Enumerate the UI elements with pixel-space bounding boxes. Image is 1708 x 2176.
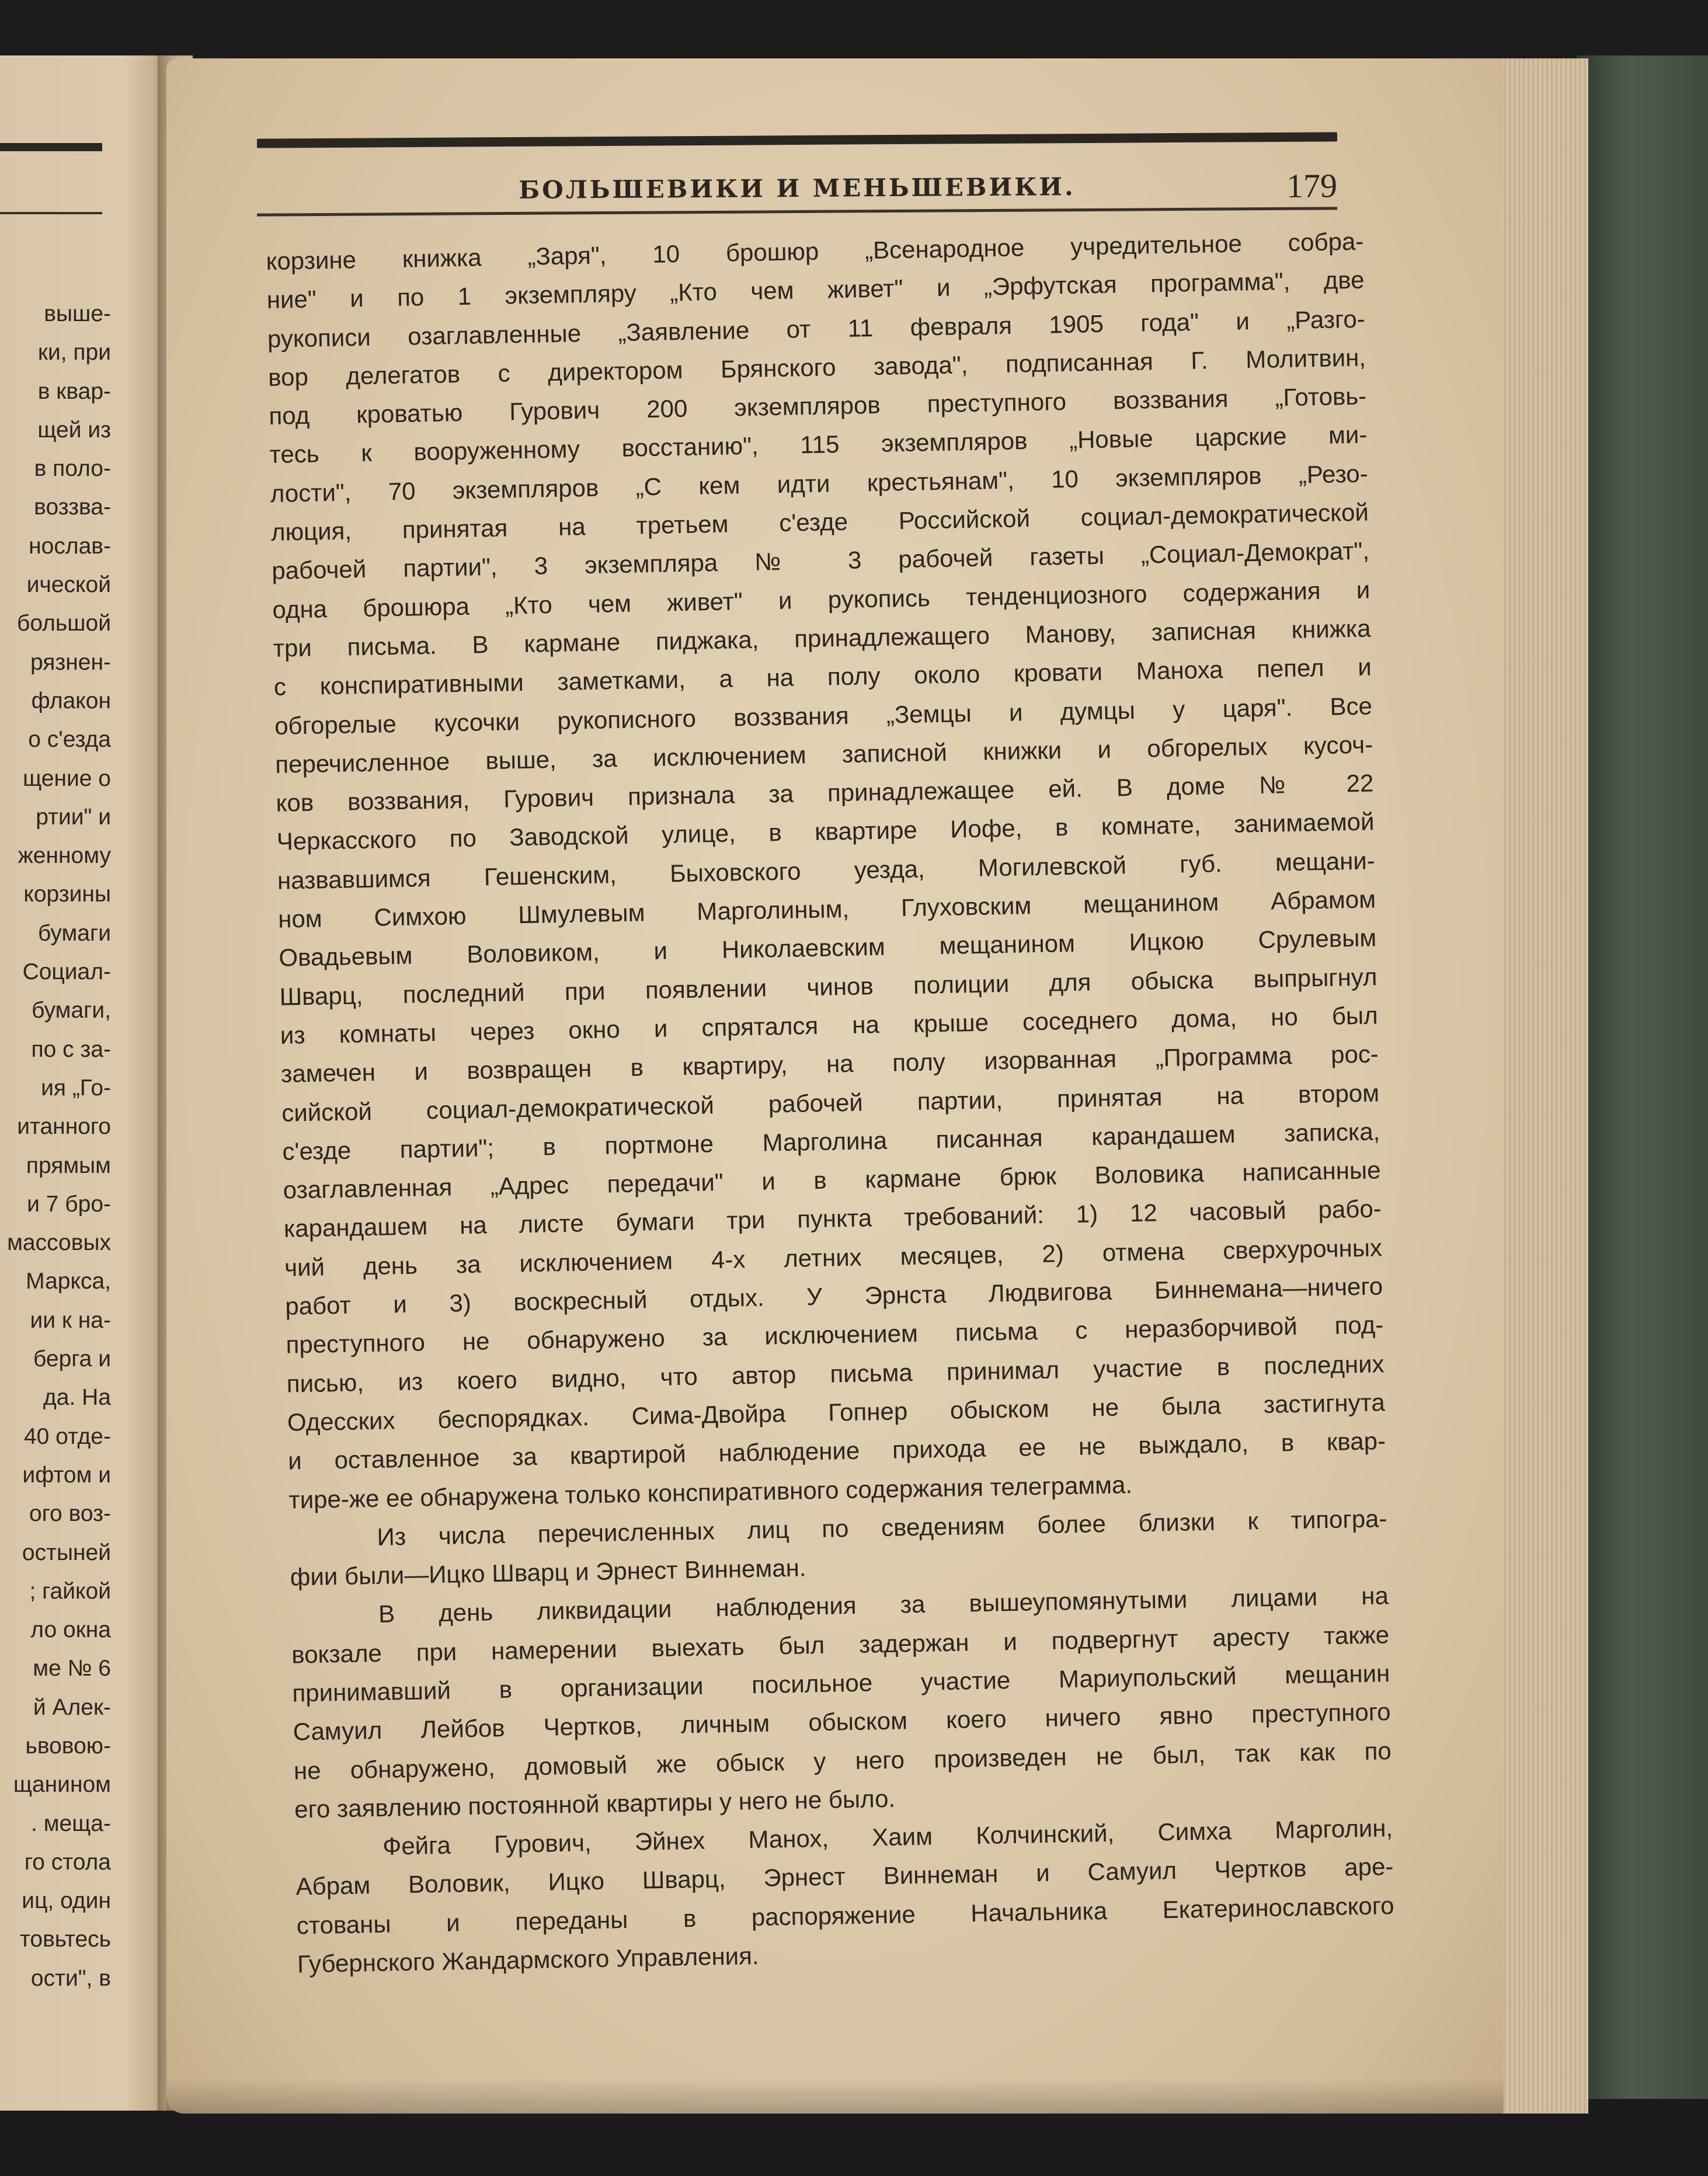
body-line: Абрам Воловик, Ицко Шварц, Эрнест Виннеман и Самуил Чертков аре- <box>295 1853 1394 1900</box>
left-page-line: 40 отде- <box>23 1423 111 1449</box>
left-page-line: бумаги, <box>32 998 111 1023</box>
body-line: с'езде партии"; в портмоне Марголина писанная карандашем записка, <box>282 1117 1380 1165</box>
body-line: рабочей партии", 3 экземпляра № 3 рабочей газеты „Социал-Демократ", <box>271 537 1370 585</box>
left-page-line: иц, один <box>22 1888 111 1914</box>
left-page-line: Социал- <box>22 959 111 985</box>
left-page-line: щей из <box>37 417 111 443</box>
left-page-line: нослав- <box>29 533 111 559</box>
left-page-line: женному <box>18 843 111 869</box>
body-text <box>266 222 1395 1984</box>
body-line: одна брошюра „Кто чем живет" и рукопись тенденциозного содержания и <box>272 576 1370 624</box>
left-page-line: ло окна <box>30 1617 111 1643</box>
left-page-line: ого воз- <box>29 1501 111 1527</box>
running-head <box>257 166 1337 213</box>
body-line: сийской социал-демократической рабочей партии, принятая на втором <box>281 1078 1380 1127</box>
left-page-line: да. На <box>43 1385 111 1411</box>
left-page-line: прямым <box>26 1153 111 1178</box>
left-page-line: по с за- <box>31 1036 111 1062</box>
body-line: карандашем на листе бумаги три пункта требований: 1) 12 часовый рабо- <box>283 1195 1382 1243</box>
body-line: стованы и переданы в распоряжение Начальника Екатеринославского <box>296 1891 1394 1940</box>
left-page-line: ки, при <box>37 340 111 365</box>
body-line: его заявлению постоянной квартиры у него не было. <box>294 1784 896 1823</box>
body-line: ном Симхою Шмулевым Марголиным, Глуховским мещанином Абрамом <box>277 885 1376 933</box>
left-page-line: й Алек- <box>33 1694 111 1720</box>
body-line: под кроватью Гурович 200 экземпляров преступного воззвания „Готовь- <box>269 382 1367 430</box>
book-cover-edge <box>1577 55 1708 2099</box>
body-line: писью, из коего видно, что автор письма принимал участие в последних <box>286 1349 1385 1398</box>
left-page-line: в поло- <box>34 456 111 482</box>
body-line: из комнаты через окно и спрятался на крыше соседнего дома, но был <box>280 1001 1379 1049</box>
body-line: преступного не обнаружено за исключением письма с неразборчивой под- <box>286 1311 1384 1359</box>
body-line: и оставленное за квартирой наблюдение прихода ее не выждало, в квар- <box>287 1427 1386 1475</box>
left-page-line: большой <box>16 611 111 636</box>
running-title: БОЛЬШЕВИКИ И МЕНЬШЕВИКИ. <box>519 172 1076 204</box>
left-page-line: выше- <box>44 301 111 326</box>
body-line: Овадьевым Воловиком, и Николаевским мещанином Ицкою Срулевым <box>279 924 1377 972</box>
left-page-line: щение о <box>23 765 111 791</box>
left-page-line: ртии" и <box>36 804 111 830</box>
left-page-line: берга и <box>33 1346 111 1372</box>
body-line: вор делегатов с директором Брянского завода", подписанная Г. Молитвин, <box>267 343 1366 391</box>
left-page-line: бумаги <box>37 920 111 946</box>
page-shadow <box>166 2078 1504 2114</box>
body-line: Губернского Жандармского Управления. <box>297 1942 759 1978</box>
body-line: Черкасского по Заводской улице, в квартире Иофе, в комнате, занимаемой <box>276 807 1375 856</box>
left-page-line: Маркса, <box>26 1269 111 1294</box>
body-line: работ и 3) воскресный отдых. У Эрнста Людвигова Биннемана—ничего <box>284 1272 1383 1320</box>
body-line: В день ликвидации наблюдения за вышеупомянутыми лицами на <box>378 1582 1389 1628</box>
left-page-line: ии к на- <box>30 1307 111 1333</box>
background-top <box>0 0 1708 55</box>
left-page-text <box>7 295 111 1998</box>
left-page-line: остыней <box>22 1540 111 1565</box>
body-line: ков воззвания, Гурович признала за принадлежащее ей. В доме № 22 <box>276 769 1374 817</box>
left-page-line: в квар- <box>37 378 111 404</box>
left-page-line: ме № 6 <box>33 1656 111 1681</box>
body-line: не обнаружено, домовый же обыск у него произведен не был, так как по <box>293 1736 1392 1785</box>
body-line: фии были—Ицко Шварц и Эрнест Виннеман. <box>290 1554 806 1591</box>
body-line: замечен и возвращен в квартиру, на полу изорванная „Программа рос- <box>280 1040 1379 1088</box>
left-header-thin-rule <box>0 212 102 214</box>
body-line: вокзале при намерении выехать был задержан и подвергнут аресту также <box>291 1620 1390 1669</box>
page-number: 179 <box>1286 166 1338 205</box>
body-line: принимавший в организации посильное участие Мариупольский мещанин <box>292 1659 1390 1707</box>
body-line: Из числа перечисленных лиц по сведениям более близки к типогра- <box>377 1504 1387 1551</box>
left-page-line: щанином <box>13 1772 111 1798</box>
body-line: Фейга Гурович, Эйнех Манох, Хаим Колчинский, Симха Марголин, <box>382 1814 1393 1860</box>
body-line: Самуил Лейбов Чертков, личным обыском коего ничего явно преступного <box>293 1698 1391 1746</box>
body-line: чий день за исключением 4-х летних месяцев, 2) отмена сверхурочных <box>284 1233 1383 1282</box>
left-page <box>0 55 166 2111</box>
body-line: Шварц, последний при появлении чинов полиции для обыска выпрыгнул <box>279 962 1377 1011</box>
left-page-line: . меща- <box>31 1811 111 1836</box>
left-page-line: воззва- <box>34 495 111 520</box>
left-page-line: итанного <box>17 1114 111 1140</box>
left-page-line: о с'езда <box>28 727 111 753</box>
left-page-line: флакон <box>31 688 111 713</box>
body-line: обгорелые кусочки рукописного воззвания „Земцы и думцы у царя". Все <box>274 691 1373 740</box>
left-page-line: товьтесь <box>19 1927 111 1952</box>
body-line: назвавшимся Гешенским, Быховского уезда, Могилевской губ. мещани- <box>277 847 1376 894</box>
body-line: ние" и по 1 экземпляру „Кто чем живет" и „Эрфутская программа", две <box>266 266 1365 314</box>
body-line: перечисленное выше, за исключением записной книжки и обгорелых кусоч- <box>274 730 1373 778</box>
left-page-line: рязнен- <box>30 649 111 675</box>
left-page-line: ьвовою- <box>25 1733 111 1759</box>
left-header-rule <box>0 143 102 151</box>
body-line: лости", 70 экземпляров „С кем идти крестьянам", 10 экземпляров „Резо- <box>270 459 1368 507</box>
body-line: три письма. В кармане пиджака, принадлежащего Манову, записная книжка <box>273 614 1371 662</box>
left-page-line: ия „Го- <box>41 1075 111 1101</box>
left-page-line: корзины <box>23 882 111 907</box>
body-line: люция, принятая на третьем с'езде Российской социал-демократической <box>270 498 1369 546</box>
left-page-line: го стола <box>24 1849 111 1875</box>
left-page-line: ости", в <box>30 1965 111 1991</box>
left-page-line: и 7 бро- <box>27 1191 111 1217</box>
left-page-line: массовых <box>7 1230 111 1256</box>
left-page-line: ической <box>26 572 111 598</box>
body-line: тесь к вооруженному восстанию", 115 экземпляров „Новые царские ми- <box>269 420 1368 469</box>
left-page-line: ; гайкой <box>29 1578 111 1604</box>
body-line: с конспиративными заметками, а на полу около кровати Маноха пепел и <box>273 653 1372 701</box>
body-line: озаглавленная „Адрес передачи" и в кармане брюк Воловика написанные <box>283 1156 1381 1204</box>
body-line: Одесских беспорядках. Сима-Двойра Гопнер обыском не была застигнута <box>287 1388 1386 1436</box>
body-line: тире-же ее обнаружена только конспиративного содержания телеграмма. <box>288 1470 1133 1514</box>
left-page-line: ифтом и <box>22 1462 111 1488</box>
body-line: корзине книжка „Заря", 10 брошюр „Всенародное учредительное собра- <box>266 227 1364 275</box>
body-line: рукописи озаглавленные „Заявление от 11 февраля 1905 года" и „Разго- <box>267 305 1366 353</box>
